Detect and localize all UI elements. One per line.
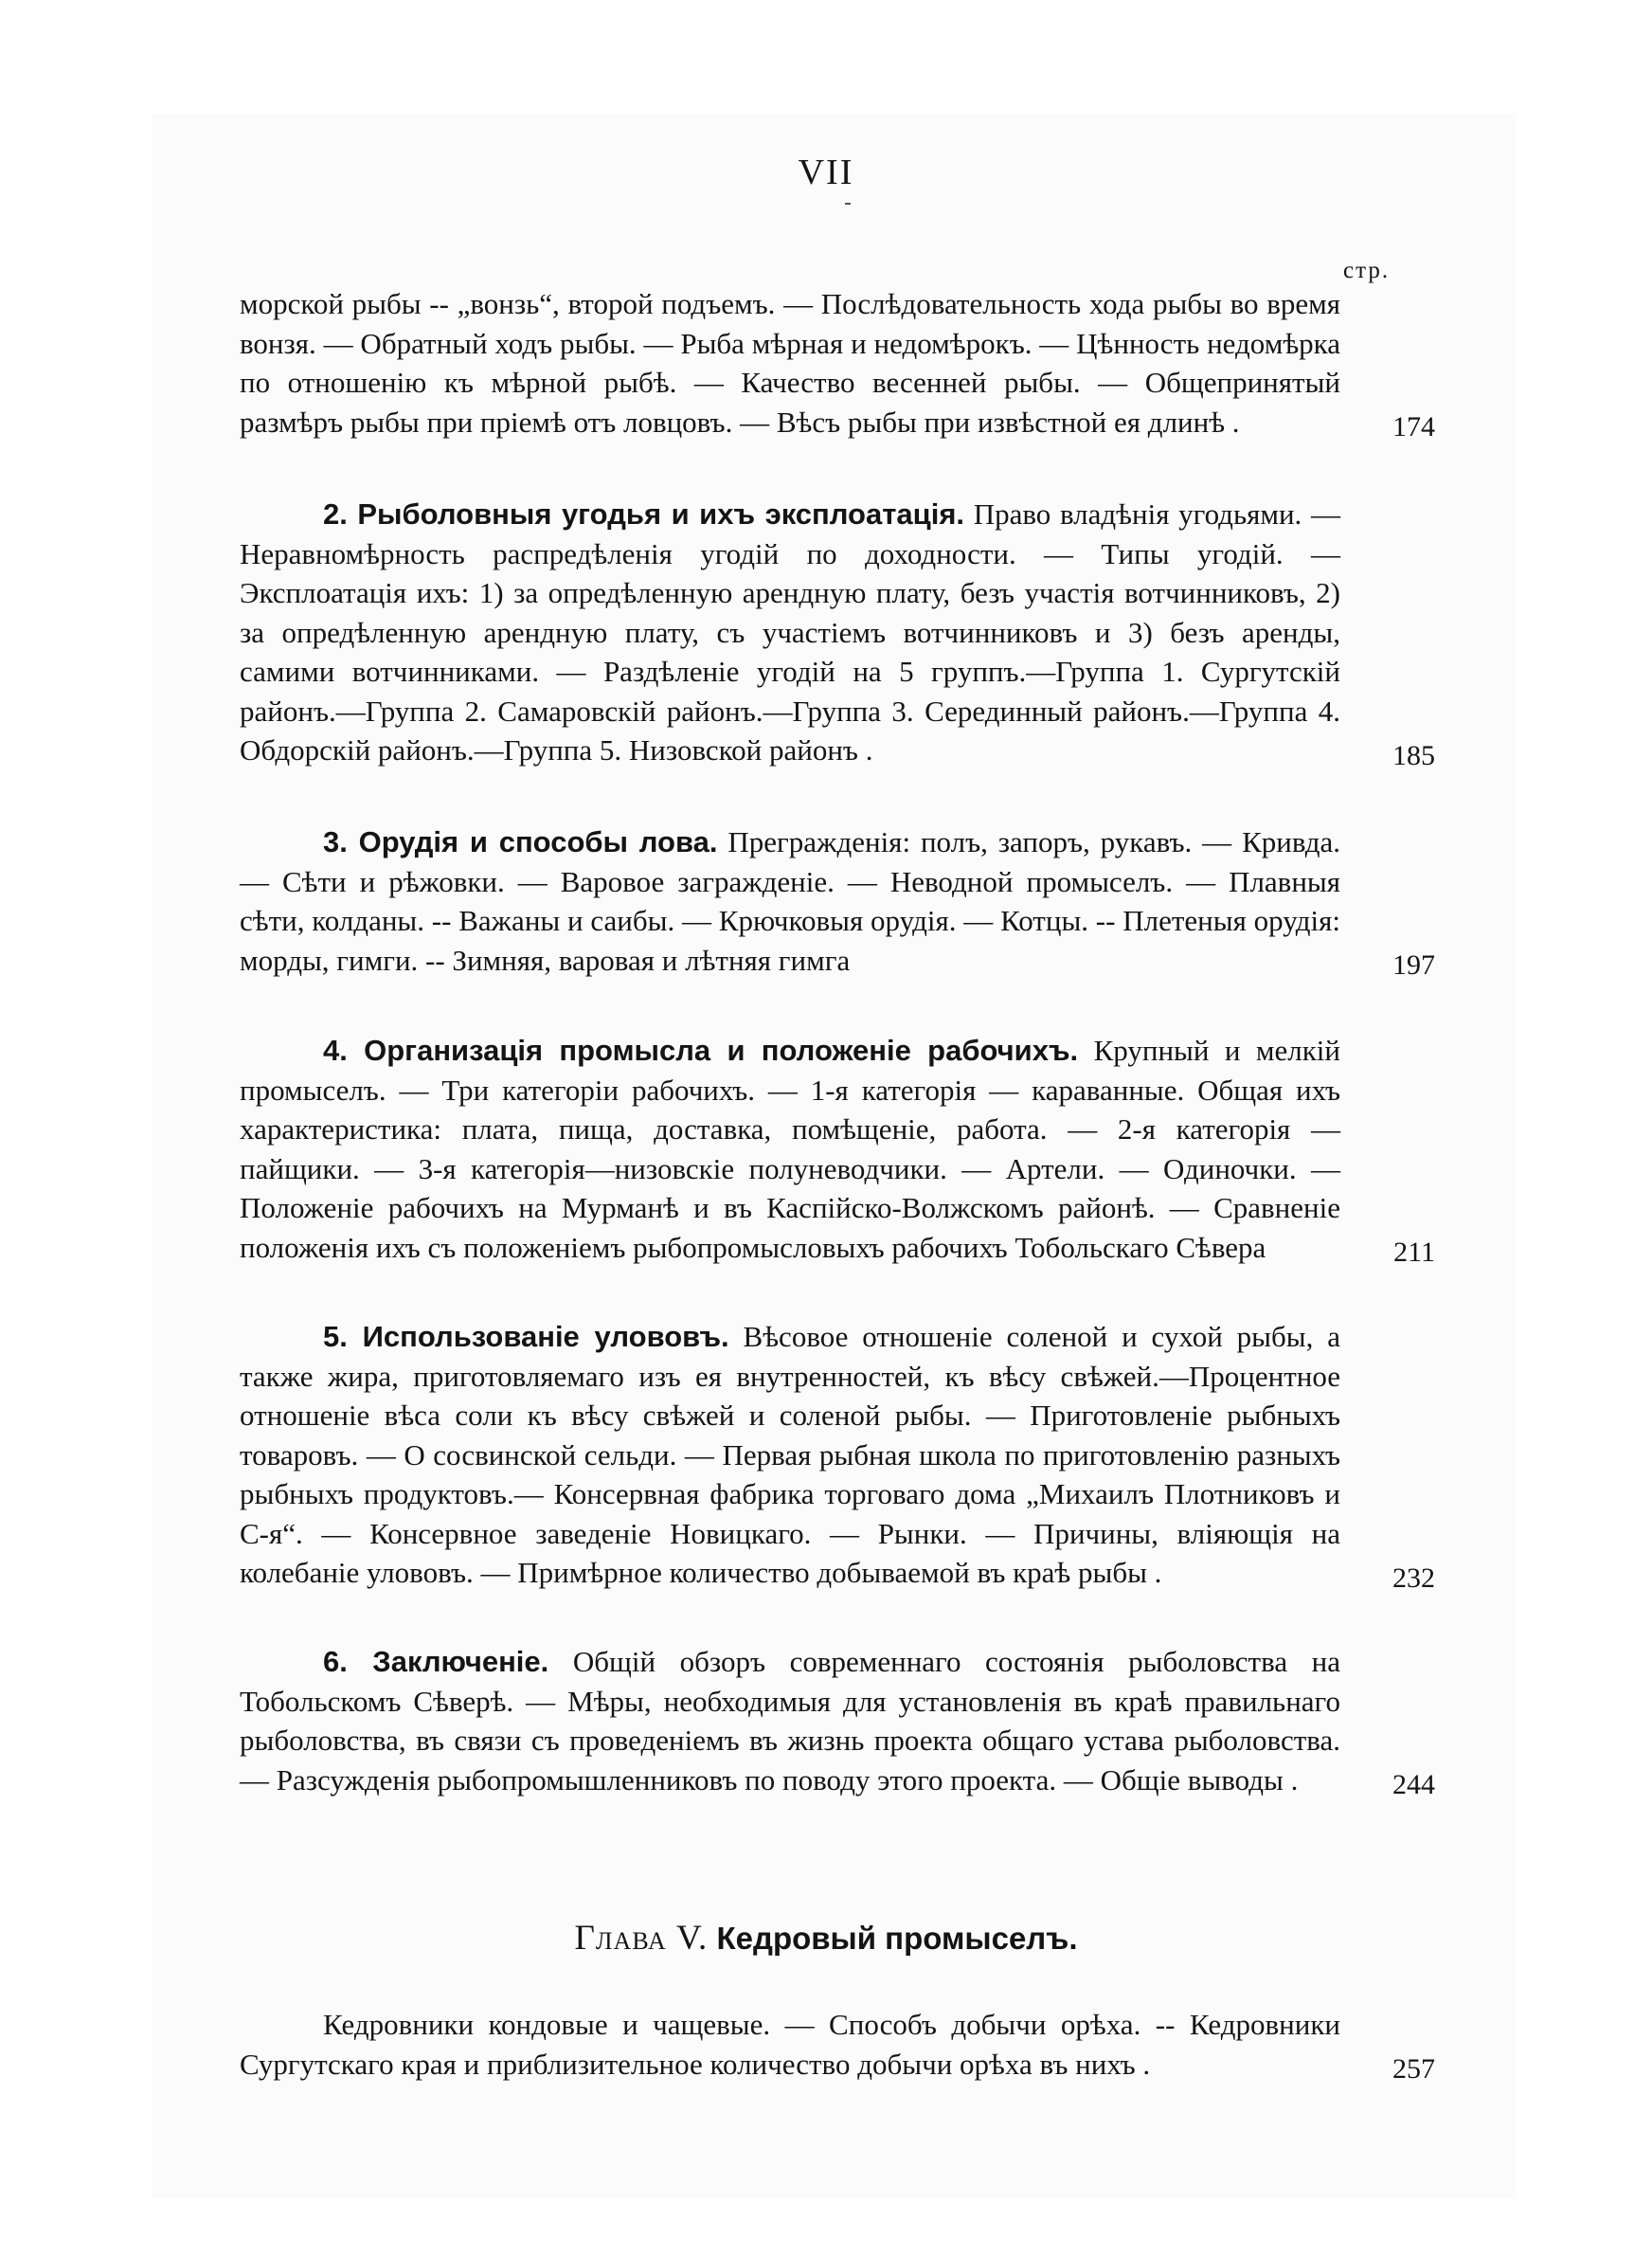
chapter-title: Кедровый промыселъ.	[716, 1921, 1078, 1956]
toc-entry-heading: 6. Заключеніе.	[323, 1645, 549, 1678]
toc-entry-text	[240, 2005, 1340, 2084]
toc-entry-heading: 2. Рыболовныя угодья и ихъ эксплоатація.	[323, 497, 965, 531]
toc-entry-text	[240, 822, 1340, 980]
toc-entry-text	[240, 1317, 1340, 1593]
toc-entry-page: 244	[1392, 1769, 1435, 1800]
toc-entry-body: Право владѣнія угодьями. — Неравномѣрность распредѣленія угодій по доходности. — Типы угодій. — Эксплоатація ихъ: 1) за опредѣленную арендную плату, безъ участія вотчинниковъ, 2) за опредѣленную арендную плату, съ участіемъ вотчинниковъ и 3) безъ аренды, самими вотчинниками. — Раздѣленіе угодій на 5 группъ.—Группа 1. Сургутскій районъ.—Группа 2. Самаровскій районъ.—Группа 3. Серединный районъ.—Группа 4. Обдорскій районъ.—Группа 5. Низовской районъ .	[240, 497, 1340, 767]
toc-entry-heading: 5. Использованіе улововъ.	[323, 1320, 729, 1353]
toc-entry	[240, 495, 1435, 771]
toc-entry	[240, 822, 1435, 981]
toc-entry	[240, 1642, 1435, 1800]
toc-entry-page: 174	[1392, 411, 1435, 442]
page-number-mark	[845, 203, 851, 205]
toc-entry-body: Крупный и мелкій промыселъ. — Три категоріи рабочихъ. — 1-я категорія — караванные. Общая ихъ характеристика: плата, пища, доставка, помѣщеніе, работа. — 2-я категорія — пайщики. — 3-я категорія—низовскіе полуневодчики. — Артели. — Одиночки. — Положеніе рабочихъ на Мурманѣ и въ Каспійско-Волжскомъ районѣ. — Сравненіе положенія ихъ съ положеніемъ рыбопромысловыхъ рабочихъ Тобольскаго Сѣвера	[240, 1034, 1340, 1264]
toc-entry-body: Вѣсовое отношеніе соленой и сухой рыбы, а также жира, приготовляемаго изъ ея внутренностей, къ вѣсу свѣжей.—Процентное отношеніе вѣса соли къ вѣсу свѣжей и соленой рыбы. — Приготовленіе рыбныхъ товаровъ. — О сосвинской сельди. — Первая рыбная школа по приготовленію разныхъ рыбныхъ продуктовъ.— Консервная фабрика торговаго дома „Михаилъ Плотниковъ и С-я“. — Консервное заведеніе Новицкаго. — Рынки. — Причины, вліяющія на колебаніе улововъ. — Примѣрное количество добываемой въ краѣ рыбы .	[240, 1320, 1340, 1589]
toc-entry-body: Общій обзоръ современнаго состоянія рыболовства на Тобольскомъ Сѣверѣ. — Мѣры, необходимыя для установленія въ краѣ правильнаго рыболовства, въ связи съ проведеніемъ въ жизнь проекта общаго устава рыболовства. — Разсужденія рыбопромышленниковъ по поводу этого проекта. — Общіе выводы .	[240, 1645, 1341, 1797]
toc-entry	[240, 1031, 1435, 1268]
page-column-label: стр.	[1343, 258, 1391, 283]
toc-entry-heading: 4. Организація промысла и положеніе рабочихъ.	[323, 1034, 1079, 1067]
toc-entry	[240, 284, 1435, 442]
toc-entry-heading: 3. Орудія и способы лова.	[323, 825, 718, 858]
toc-entry-text	[240, 1031, 1340, 1267]
toc-entry-text	[240, 1642, 1340, 1799]
page-number: VII	[798, 153, 854, 192]
toc-entry-page: 185	[1392, 739, 1435, 771]
toc-entry-body: Кедровники кондовые и чащевые. — Способъ добычи орѣха. -- Кедровники Сургутскаго края и приблизительное количество добычи орѣха въ нихъ .	[240, 2008, 1340, 2081]
toc-entry-body: Прегражденія: полъ, запоръ, рукавъ. — Кривда. — Сѣти и рѣжовки. — Варовое загражденіе. — Неводной промыселъ. — Плавныя сѣти, колданы. -- Важаны и саибы. — Крючковыя орудія. — Котцы. -- Плетеныя орудія: морды, гимги. -- Зимняя, варовая и лѣтняя гимга	[240, 825, 1340, 977]
toc-entry-page: 197	[1392, 949, 1435, 981]
toc-entry-body: морской рыбы -- „вонзь“, второй подъемъ. — Послѣдовательность хода рыбы во время вонзя. — Обратный ходъ рыбы. — Рыба мѣрная и недомѣрокъ. — Цѣнность недомѣрка по отношенію къ мѣрной рыбѣ. — Качество весенней рыбы. — Общепринятый размѣръ рыбы при пріемѣ отъ ловцовъ. — Вѣсъ рыбы при извѣстной ея длинѣ .	[240, 287, 1340, 439]
toc-entry	[240, 2005, 1435, 2085]
toc-entry-page: 211	[1393, 1237, 1435, 1268]
toc-entry-text	[240, 495, 1340, 770]
toc-entry-page: 257	[1392, 2053, 1435, 2085]
chapter-heading	[0, 1918, 1652, 1959]
toc-entry-page: 232	[1392, 1562, 1435, 1594]
toc-entry	[240, 1317, 1435, 1594]
toc-entry-text	[240, 284, 1340, 442]
chapter-label: Глава V.	[574, 1919, 709, 1958]
